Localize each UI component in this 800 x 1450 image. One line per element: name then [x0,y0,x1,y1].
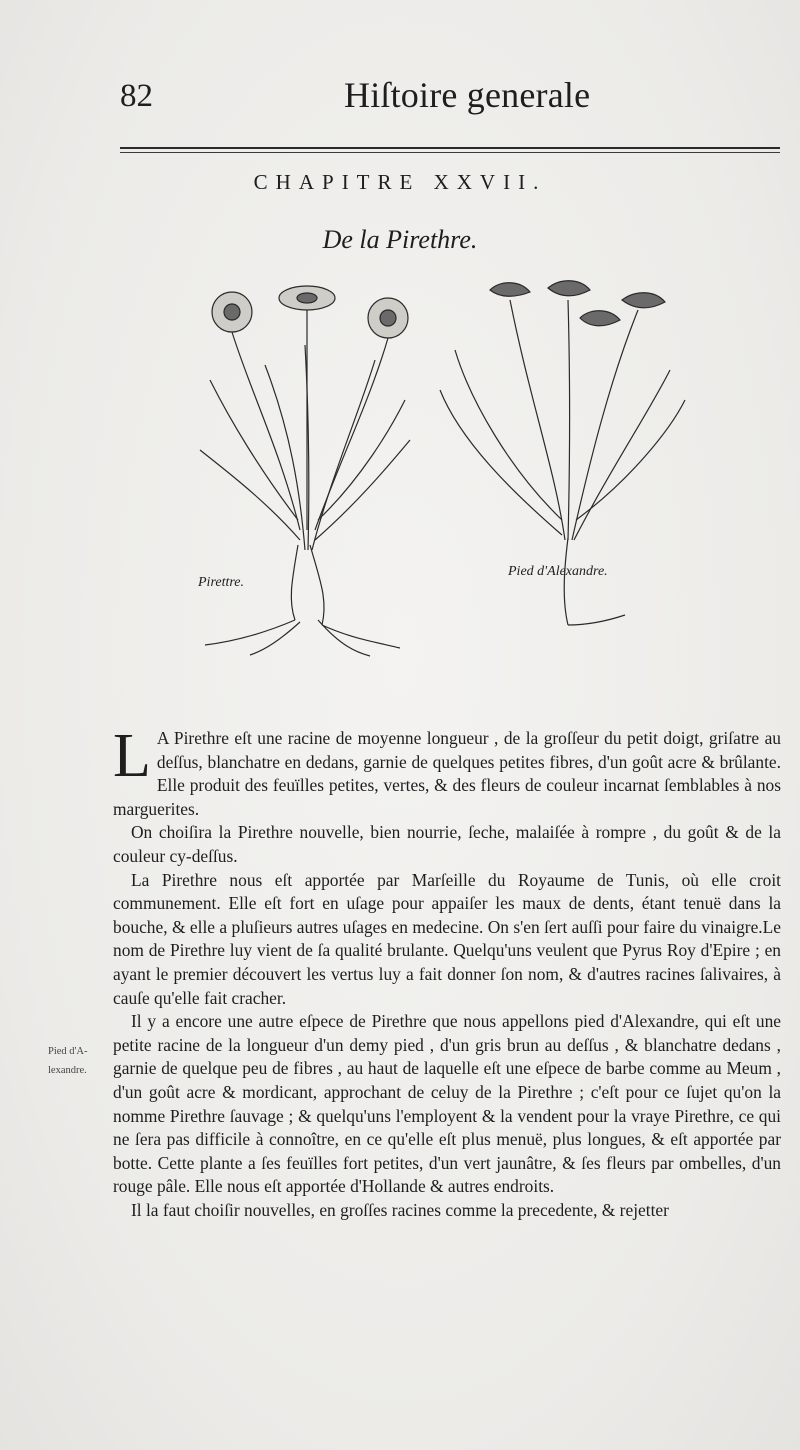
plant-engraving-illustration [170,270,710,660]
header-rule-thin [120,152,780,153]
body-text [113,722,781,1222]
chapter-title: De la Pirethre. [322,225,478,254]
header-rule [120,147,780,149]
paragraph-4: Il y a encore une autre eſpece de Pirethre que nous appellons pied d'Alexandre, qui eſt une petite racine de la longueur d'un demy pied , d'un gris brun au deſſus , & blanchatre dedans , garnie de quelque peu de fibres , au haut de laquelle eſt une eſpece de barbe comme au Meum , d'un goût acre & mordicant, approchant de celuy de la Pirethre ; c'eſt pour ce ſujet qu'on la nomme Pirethre ſauvage ; & quelqu'uns l'employent & la vendent pour la vraye Pirethre, ce qui ne ſera pas difficile à connoître, en ce qu'elle eſt plus menuë, plus longues, & eſt apportée par botte. Cette plante a ſes feuïlles fort petites, d'un vert jaunâtre, & ſes fleurs par ombelles, d'un rouge pâle. Elle nous eſt apportée d'Hollande & autres endroits. [113,1011,781,1197]
botanical-plate [170,270,710,660]
chapter-heading: CHAPITRE XXVII. [253,170,547,194]
paragraph-1: L A Pirethre eſt une racine de moyenne longueur , de la groſſeur du petit doigt, griſatre au deſſus, blanchatre en dedans, garnie de quelques petites fibres, d'un goût acre & brûlante. Elle produit des feuïlles petites, vertes, & des fleurs de couleur incarnat ſemblables à nos marguerites. [113,722,781,819]
paragraph-3: La Pirethre nous eſt apportée par Marſeille du Royaume de Tunis, où elle croit communement. Elle eſt fort en uſage pour appaiſer les maux de dents, étant tenuë dans la bouche, & elle a pluſieurs autres uſages en medecine. On s'en ſert auſſi pour faire du vinaigre.Le nom de Pirethre luy vient de ſa qualité brulante. Quelqu'uns veulent que Pyrus Roy d'Epire ; en ayant le premier découvert les vertus luy a fait donner ſon nom, & d'autres racines ſalivaires, à cauſe qu'elle fait cracher. [113,869,781,1008]
paragraph-5: Il la faut choiſir nouvelles, en groſſes racines comme la precedente, & rejetter [131,1199,669,1220]
page-number: 82 [120,78,153,114]
pyrethrum-plant-drawing [200,286,410,656]
plate-caption-right: Pied d'Alexandre. [508,564,608,579]
paragraph-2: On choiſira la Pirethre nouvelle, bien nourrie, ſeche, malaiſée à rompre , du goût & de la couleur cy-deſſus. [113,822,781,866]
running-title: Hiſtoire generale [344,75,591,115]
plate-caption-left: Pirettre. [198,575,245,590]
drop-cap: L [113,722,151,790]
margin-note: Pied d'A-lexandre. [48,1046,88,1076]
